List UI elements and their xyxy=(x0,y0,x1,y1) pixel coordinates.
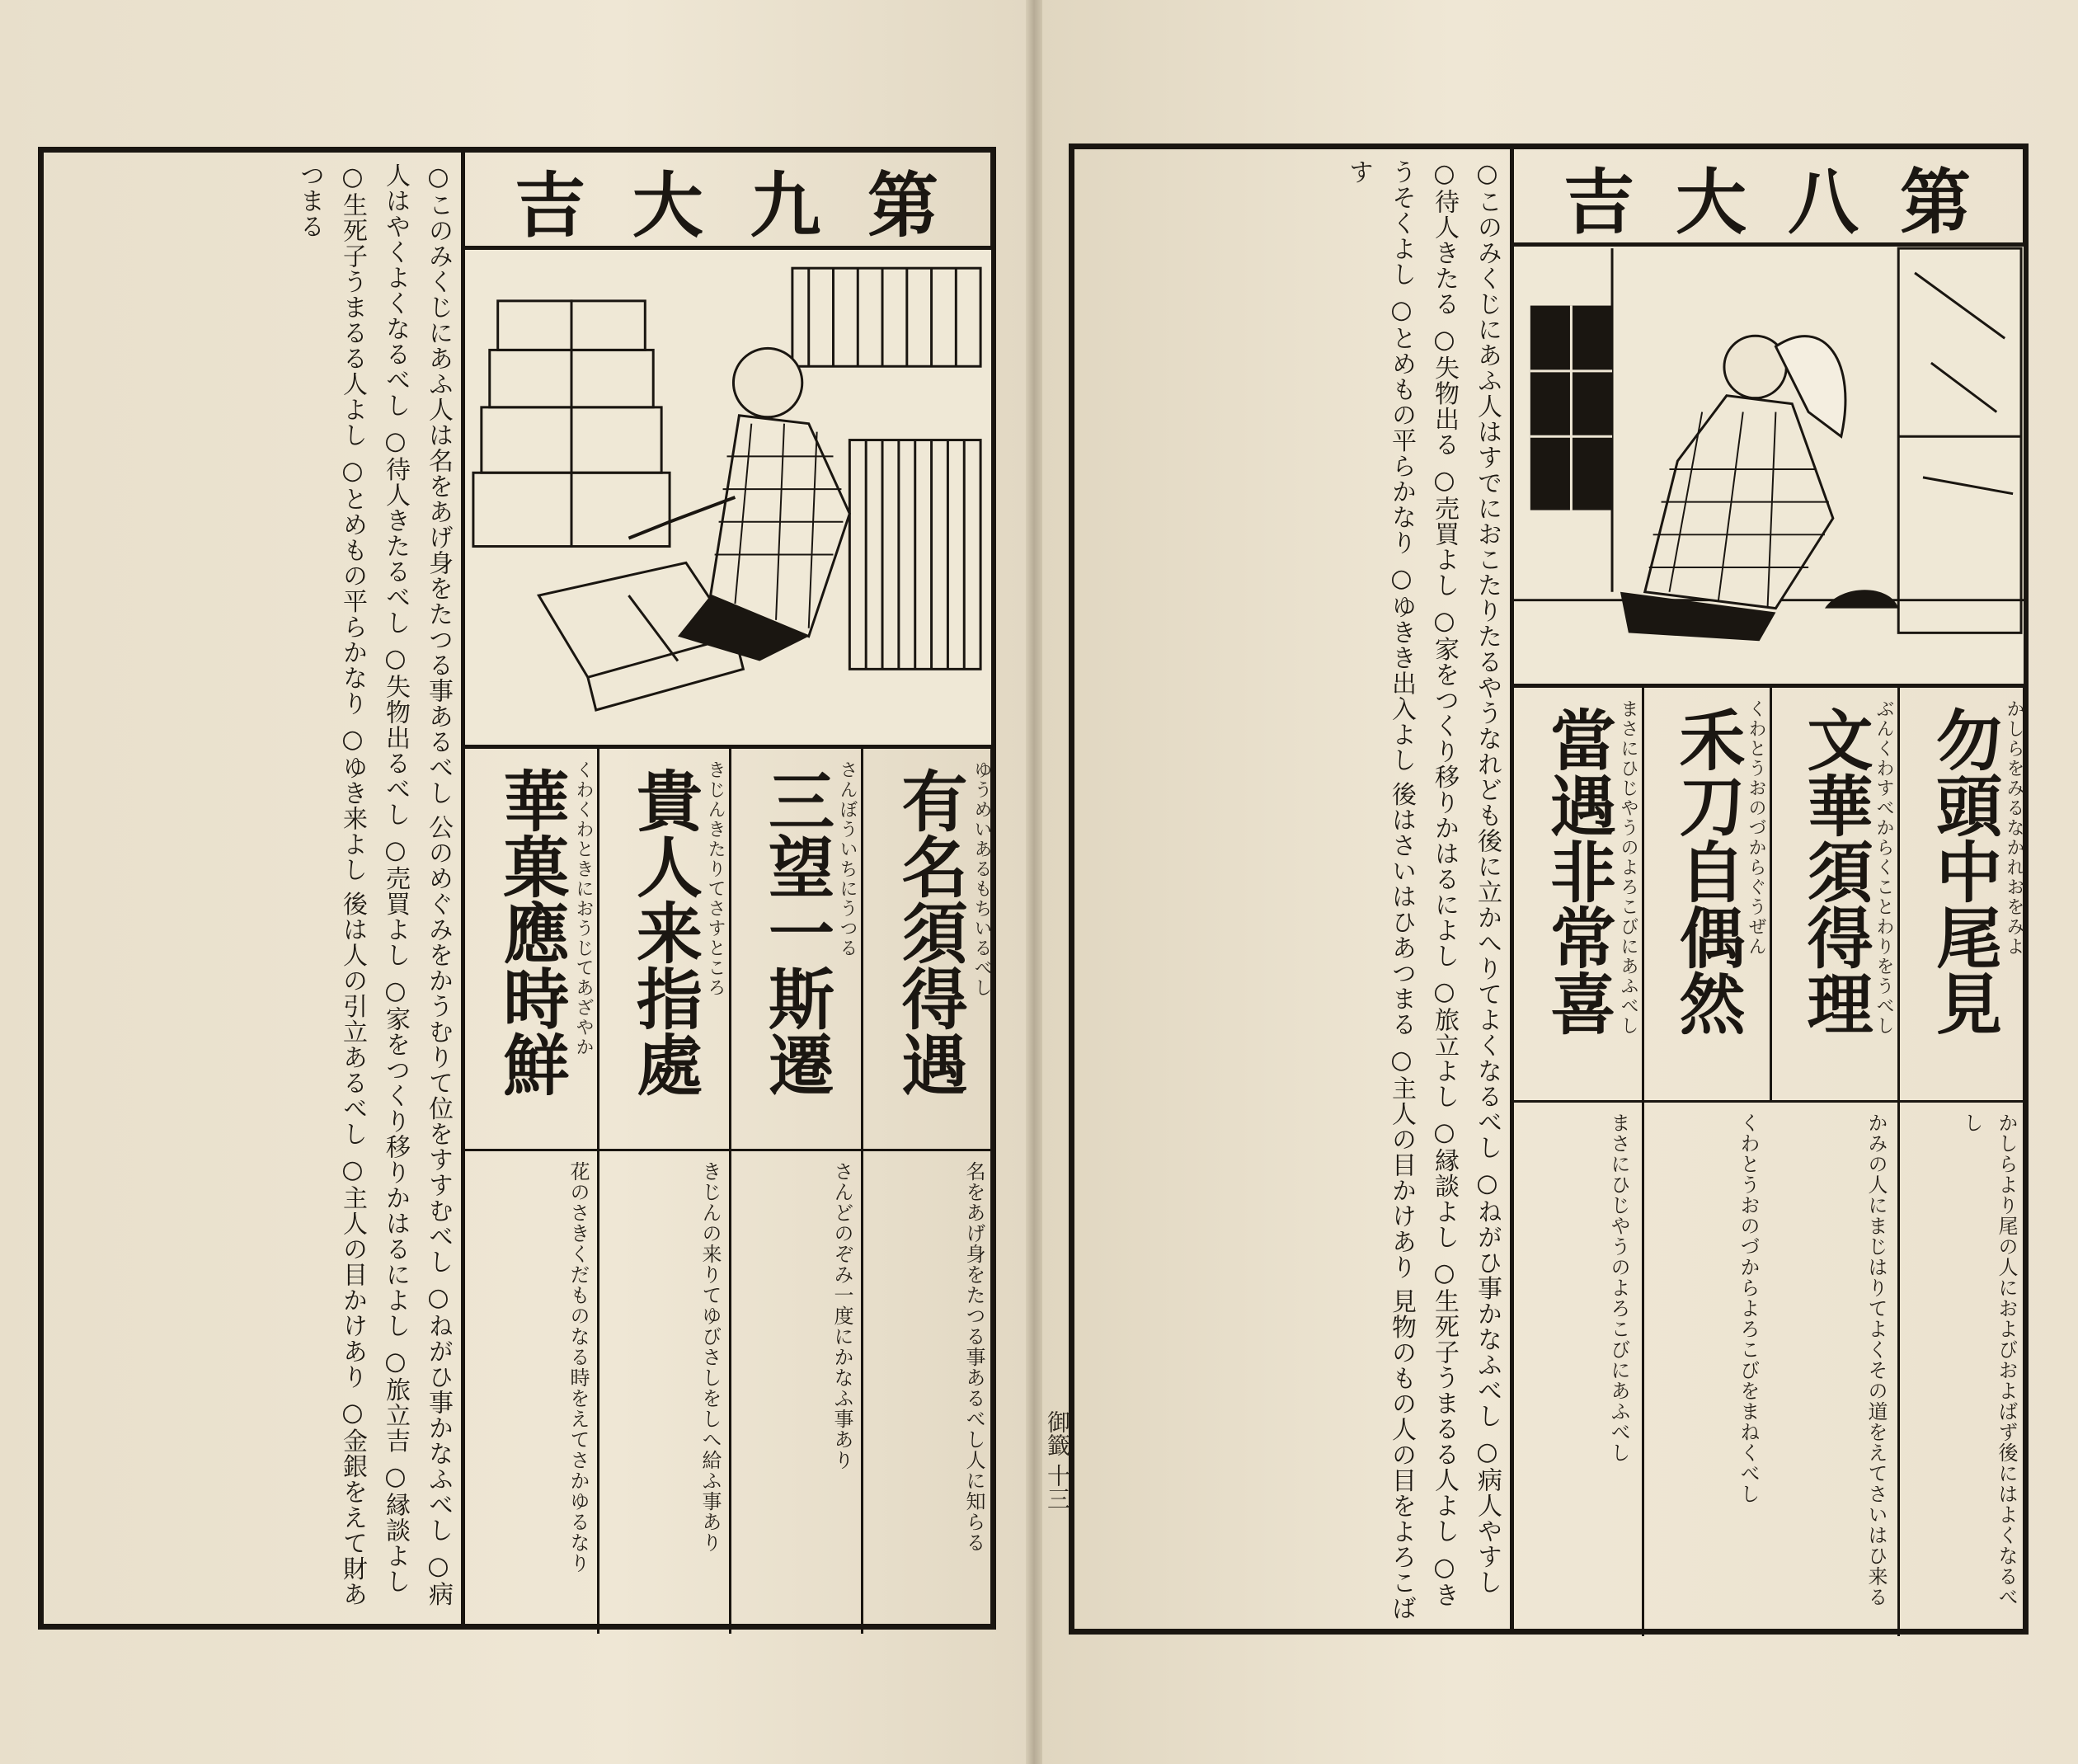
verse-note-2: かみの人にまじはりてよくその道をえてさいはひ来る xyxy=(1864,1112,1888,1607)
clerk-with-ledger-icon xyxy=(461,250,991,745)
title-char: 八 xyxy=(1788,160,1862,244)
title-char: 大 xyxy=(1676,160,1750,244)
verse-gloss: くわとうおのづからぐうぜん xyxy=(1746,699,1766,957)
title-char: 吉 xyxy=(1563,160,1638,244)
left-page xyxy=(38,147,996,1630)
verse-2 xyxy=(1772,688,1897,1096)
verse-text: 當遇非常喜 xyxy=(1539,706,1617,1036)
left-title-box xyxy=(461,153,991,250)
verse-text: 有名須得遇 xyxy=(891,767,968,1097)
verse-note-1: かしらより尾の人におよびおよばず後にはよくなるべし xyxy=(1960,1112,2018,1607)
verse-1 xyxy=(1900,688,2028,1096)
verse-gloss: かしらをみるなかれおをみよ xyxy=(2004,699,2024,957)
verse-gloss: ゆうめいあるもちいるべし xyxy=(971,760,992,998)
verse-gloss: まさにひじやうのよろこびにあふべし xyxy=(1618,699,1638,1036)
spine-label: 御籤 十三 xyxy=(1044,1410,1071,1510)
verse-note-3: きじんの来りてゆびさしをしへ給ふ事あり xyxy=(698,1161,722,1553)
right-main-text: ○このみくじにあふ人はすでにおこたりたるやうなれども後に立かへりてよくなるべし ○ねがひ事かなふべし ○病人やすし ○待人きたる ○失物出る ○売買よし ○家をつくり移りかはるによし ○旅立よし ○縁談よし ○生死子うまるる人よし ○きうそくよし ○とめもの平らかなり ○ゆきき出入よし 後はさいはひあつまる ○主人の目かけあり 見物のもの人の目をよろこばす xyxy=(1344,159,1502,1621)
title-char: 第 xyxy=(1900,160,1974,244)
title-char: 吉 xyxy=(515,163,590,247)
verse-text: 文華須得理 xyxy=(1796,706,1873,1036)
right-page xyxy=(1069,143,2029,1635)
right-title-box xyxy=(1510,149,2024,247)
verse-4 xyxy=(465,749,597,1145)
right-verse-area xyxy=(1510,684,2024,1632)
left-page-title xyxy=(465,153,991,246)
verse-gloss: ぶんくわすべからくことわりをうべし xyxy=(1873,699,1894,1036)
verse-4 xyxy=(1514,688,1642,1096)
title-char: 第 xyxy=(867,163,942,247)
verse-note-4: まさにひじやうのよろこびにあふべし xyxy=(1607,1112,1630,1463)
seated-figure-icon xyxy=(1510,247,2024,684)
verse-text: 勿頭中尾見 xyxy=(1925,706,2003,1036)
left-main-text: ○このみくじにあふ人は名をあげ身をたつる事あるべし 公のめぐみをかうむりて位をすすむべし ○ねがひ事かなふべし ○病人はやくよくなるべし ○待人きたるべし ○失物出るべし ○売買よし ○家をつくり移りかはるによし ○旅立吉 ○縁談よし ○生死子うまるる人よし ○とめもの平らかなり ○ゆき来よし 後は人の引立あるべし ○主人の目かけあり ○金銀をえて財あつまる xyxy=(295,162,453,1607)
verse-3 xyxy=(1644,688,1770,1096)
left-verse-area xyxy=(461,745,991,1630)
verse-gloss: くわくわときにおうじてあざやか xyxy=(573,760,594,1057)
verse-text: 禾刀自偶然 xyxy=(1668,706,1746,1036)
verse-text: 三望一斯遷 xyxy=(757,767,835,1097)
verse-divider xyxy=(465,1149,991,1151)
verse-gloss: さんぼういちにうつる xyxy=(837,760,858,958)
verse-text: 貴人来指處 xyxy=(625,767,703,1097)
title-char: 大 xyxy=(632,163,707,247)
verse-divider xyxy=(1514,1100,2024,1103)
verse-3 xyxy=(599,749,729,1145)
right-page-title xyxy=(1514,149,2024,242)
verse-text: 華菓應時鮮 xyxy=(492,767,570,1097)
verse-1 xyxy=(863,749,995,1145)
verse-note-1: 名をあげ身をたつる事あるべし人に知らる xyxy=(962,1161,985,1553)
verse-note-4: 花のさきくだものなる時をえてさかゆるなり xyxy=(567,1161,590,1573)
verse-gloss: きじんきたりてさすところ xyxy=(705,760,726,998)
title-char: 九 xyxy=(750,163,825,247)
book-gutter xyxy=(1026,0,1042,1764)
verse-note-2: さんどのぞみ一度にかなふ事あり xyxy=(830,1161,853,1470)
verse-note-3: くわとうおのづからよろこびをまねくべし xyxy=(1737,1112,1760,1504)
verse-2 xyxy=(731,749,861,1145)
